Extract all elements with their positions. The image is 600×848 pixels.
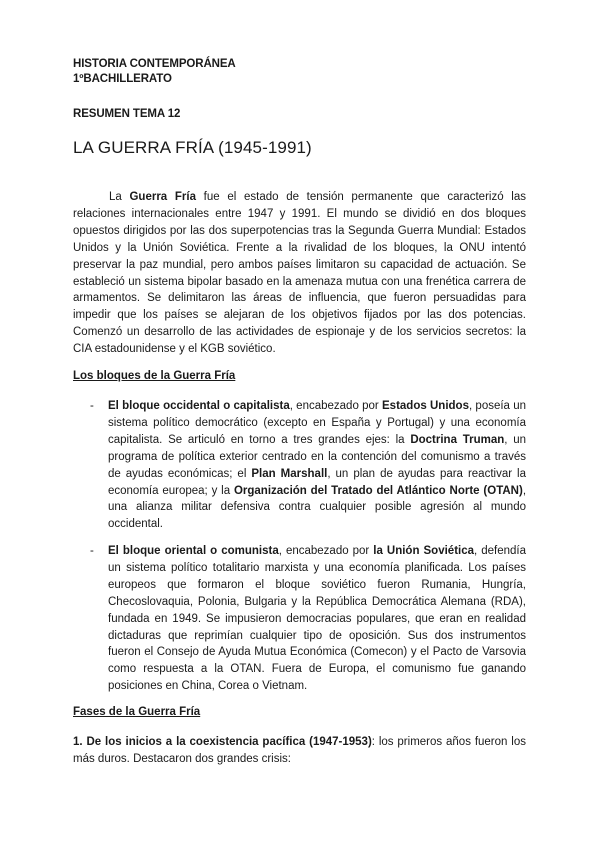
bullet-dash-oriental: - [90,545,94,557]
occidental-bold-2: Estados Unidos [382,400,469,412]
phase-1-text: : los primeros años fueron los más duros. Destacaron dos grandes crisis: [73,736,526,765]
occidental-text-5: , una alianza militar defensiva contra cualquier posible agresión al mundo occidental. [108,484,527,531]
section-heading-bloques: Los bloques de la Guerra Fría [73,370,236,382]
phase-1-paragraph [73,734,526,768]
occidental-bold-4: Plan Marshall [251,467,328,480]
intro-text-2: fue el estado de tensión permanente que caracterizó las relaciones internacionales entre 1947 y 1991. El mundo se dividió en dos bloques opuestos dirigidos por las dos superpotencias tras la Segunda Guerra Mundial: Estados Unidos y la Unión Soviética. Frente a la rivalidad de los bloques, la ONU intentó preservar la paz mundial, pero ambos países limitaron su capacidad de actuación. Se estableció un sistema bipolar basado en la amenaza mutua con una frenética carrera de armamentos. Se delimitaron las áreas de influencia, que fueron persuadidas para impedir que los países se alejaran de los objetivos fijados por las dos potencias. Comenzó un desarrollo de las actividades de espionaje y de los servicios secretos: la CIA estadounidense y el KGB soviético. [73,191,526,356]
occidental-bold-1: El bloque occidental o capitalista [108,400,290,412]
occidental-text-4: , un plan de ayudas para reactivar la economía europea; y la [108,467,527,497]
section-heading-fases: Fases de la Guerra Fría [73,706,201,718]
oriental-bold-2: la Unión Soviética [373,545,475,557]
intro-paragraph [73,189,526,358]
intro-text-1: La [109,191,130,203]
intro-bold-guerra-fria: Guerra Fría [129,191,196,203]
course-heading: 1ºBACHILLERATO [73,73,172,85]
bullet-occidental [108,398,526,533]
oriental-text-2: , defendía un sistema político totalitario marxista y una economía planificada. Los países europeos que formaron el bloque soviético fueron Rumania, Hungría, Checoslovaquia, Polonia, Bulgaria y la República Democrática Alemana (RDA), fundada en 1949. Se impusieron democracias populares, que eran en realidad dictaduras que reprimían cualquier tipo de oposición. Sus dos instrumentos fueron el Consejo de Ayuda Mutua Económica (Comecon) y el Pacto de Varsovia como respuesta a la OTAN. Fuera de Europa, el comunismo fue ganando posiciones en China, Corea o Vietnam. [108,545,526,693]
summary-heading: RESUMEN TEMA 12 [73,108,181,120]
occidental-text-1: , encabezado por [289,400,382,412]
occidental-text-2: , poseía un sistema político democrático (excepto en España y Portugal) y una economía capitalista. Se articuló en torno a tres grandes ejes: la [108,400,526,446]
oriental-bold-1: El bloque oriental o comunista [108,545,279,557]
phase-1-bold: 1. De los inicios a la coexistencia pacífica (1947-1953) [73,736,372,748]
oriental-text-1: , encabezado por [278,545,374,557]
subject-heading: HISTORIA CONTEMPORÁNEA [73,58,236,70]
occidental-text-3: , un programa de política exterior centrado en la contención del comunismo a través de ayudas económicas; el [108,433,526,480]
occidental-bold-3: Doctrina Truman [410,433,505,446]
occidental-bold-5: Organización del Tratado del Atlántico Norte (OTAN) [233,484,523,497]
document-title: LA GUERRA FRÍA (1945-1991) [73,138,312,157]
bullet-oriental [108,543,526,695]
bullet-dash-occidental: - [90,400,94,412]
